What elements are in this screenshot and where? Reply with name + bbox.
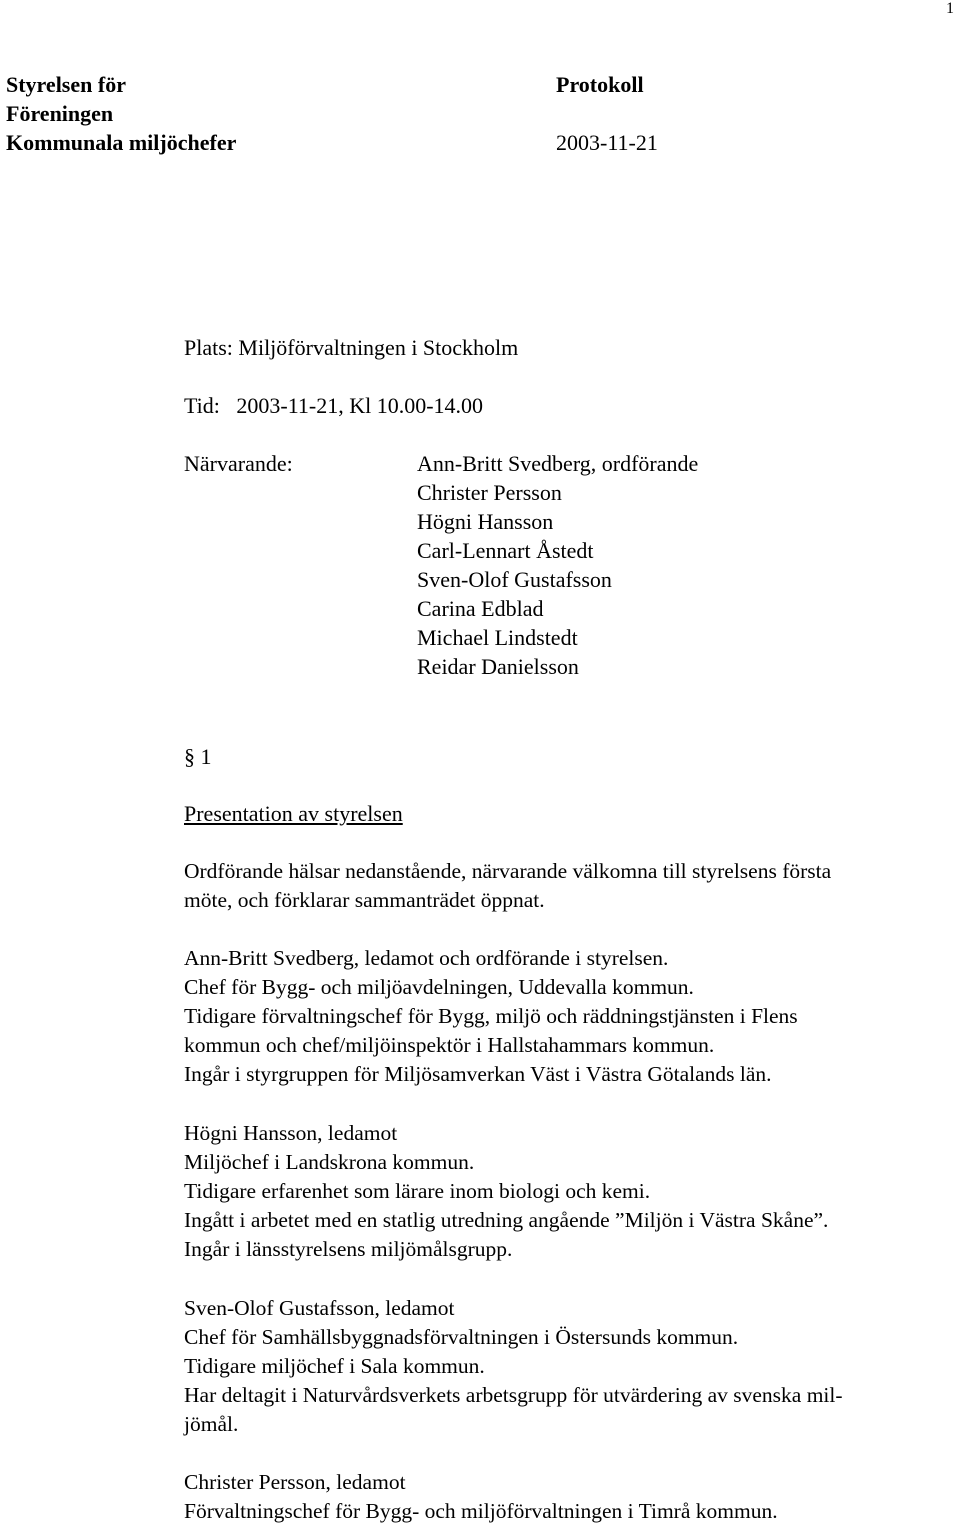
page-number: 1 [946,0,954,17]
org-line: Styrelsen för [6,72,126,97]
paragraph-line: Har deltagit i Naturvårdsverkets arbetsgrupp för utvärdering av svenska mil- [184,1383,843,1407]
attendees-list [417,449,698,681]
paragraph-line: Tidigare miljöchef i Sala kommun. [184,1354,485,1378]
paragraph-line: Ingår i länsstyrelsens miljömålsgrupp. [184,1237,513,1261]
paragraph-line: Tidigare förvaltningschef för Bygg, miljö och räddningstjänsten i Flens [184,1004,798,1028]
attendee: Reidar Danielsson [417,654,579,679]
paragraph-line: Högni Hansson, ledamot [184,1121,398,1145]
member-bio-gustafsson [184,1294,843,1439]
paragraph-line: jömål. [184,1412,239,1436]
organization-name [6,70,236,157]
paragraph-line: Christer Persson, ledamot [184,1470,406,1494]
paragraph-opening [184,857,831,915]
paragraph-line: Ingått i arbetet med en statlig utredning angående ”Miljön i Västra Skåne”. [184,1208,829,1232]
attendee: Michael Lindstedt [417,625,578,650]
meeting-time: Tid: 2003-11-21, Kl 10.00-14.00 [184,393,484,418]
section-heading: Presentation av styrelsen [184,801,403,826]
paragraph-line: Ann-Britt Svedberg, ledamot och ordförande i styrelsen. [184,946,669,970]
attendee: Carl-Lennart Åstedt [417,538,594,563]
member-bio-svedberg [184,944,798,1089]
document-type: Protokoll [556,72,644,97]
paragraph-line: kommun och chef/miljöinspektör i Hallstahammars kommun. [184,1033,715,1057]
attendee: Christer Persson [417,480,562,505]
member-bio-hansson [184,1119,828,1264]
meeting-place: Plats: Miljöförvaltningen i Stockholm [184,335,519,360]
attendee: Sven-Olof Gustafsson [417,567,612,592]
paragraph-line: Miljöchef i Landskrona kommun. [184,1150,475,1174]
paragraph-line: Förvaltningschef för Bygg- och miljöförvaltningen i Timrå kommun. [184,1499,778,1523]
paragraph-line: Chef för Bygg- och miljöavdelningen, Uddevalla kommun. [184,975,694,999]
paragraph-line: Tidigare erfarenhet som lärare inom biologi och kemi. [184,1179,651,1203]
member-bio-persson [184,1468,778,1526]
attendee: Ann-Britt Svedberg, ordförande [417,451,699,476]
org-line: Föreningen [6,101,114,126]
paragraph-line: möte, och förklarar sammanträdet öppnat. [184,888,545,912]
attendee: Högni Hansson [417,509,554,534]
paragraph-line: Chef för Samhällsbyggnadsförvaltningen i Östersunds kommun. [184,1325,739,1349]
section-number: § 1 [184,744,212,769]
paragraph-line: Ingår i styrgruppen för Miljösamverkan Väst i Västra Götalands län. [184,1062,772,1086]
paragraph-line: Sven-Olof Gustafsson, ledamot [184,1296,455,1320]
document-date: 2003-11-21 [556,130,658,155]
org-line: Kommunala miljöchefer [6,130,237,155]
attendee: Carina Edblad [417,596,544,621]
attendees-label: Närvarande: [184,451,293,476]
paragraph-line: Ordförande hälsar nedanstående, närvarande välkomna till styrelsens första [184,859,832,883]
